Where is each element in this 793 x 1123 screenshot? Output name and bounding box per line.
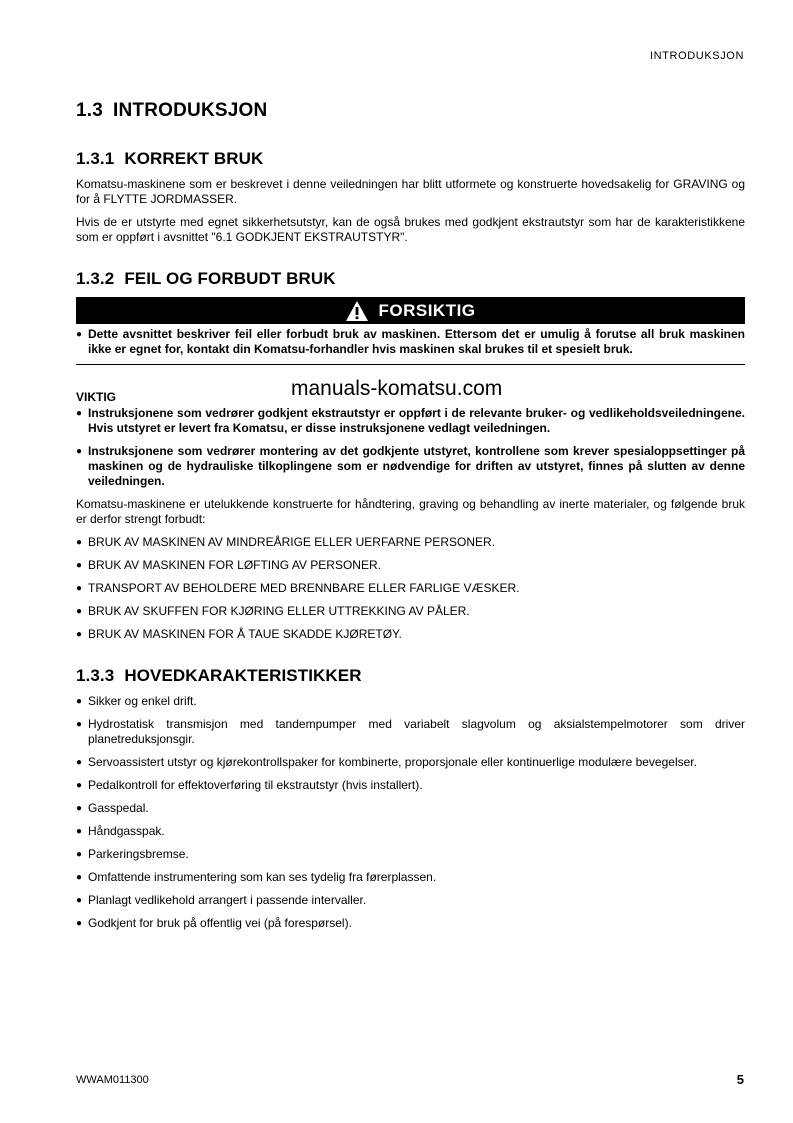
subsection-title: KORREKT BRUK (124, 149, 264, 168)
section-number: 1.3 (76, 100, 104, 121)
forbidden-list (76, 535, 745, 642)
feature-item: ● Parkeringsbremse. (76, 847, 189, 861)
caution-label: FORSIKTIG (378, 300, 476, 320)
bullet-icon: ● (76, 719, 83, 730)
subsection-heading-main-features (76, 666, 745, 686)
forbidden-item: ● BRUK AV SKUFFEN FOR KJØRING ELLER UTTREKKING AV PÅLER. (76, 604, 470, 618)
forbidden-item: ● TRANSPORT AV BEHOLDERE MED BRENNBARE ELLER FARLIGE VÆSKER. (76, 581, 520, 595)
subsection-heading-correct-use (76, 149, 745, 169)
important-header (76, 377, 745, 404)
important-list (76, 406, 745, 489)
warning-triangle-icon (345, 300, 369, 322)
feature-item: ● Planlagt vedlikehold arrangert i passende intervaller. (76, 893, 367, 907)
watermark: manuals-komatsu.com (291, 377, 503, 400)
subsection-number: 1.3.1 (76, 149, 115, 168)
feature-item: ● Sikker og enkel drift. (76, 694, 197, 708)
bullet-icon: ● (76, 446, 83, 457)
important-label: VIKTIG (76, 390, 117, 404)
bullet-icon: ● (76, 606, 83, 617)
subsection-number: 1.3.3 (76, 666, 115, 685)
caution-banner (76, 297, 745, 324)
bullet-icon: ● (76, 408, 83, 419)
subsection-title: FEIL OG FORBUDT BRUK (124, 269, 336, 288)
bullet-icon: ● (76, 918, 83, 929)
bullet-icon: ● (76, 757, 83, 768)
forbidden-item: ● BRUK AV MASKINEN FOR LØFTING AV PERSONER. (76, 558, 381, 572)
bullet-icon: ● (76, 895, 83, 906)
feature-item: ● Servoassistert utstyr og kjørekontrollspaker for kombinerte, proporsjonale eller kontinuerlige modulære bevegelser. (76, 755, 697, 769)
bullet-icon: ● (76, 696, 83, 707)
section-heading (76, 100, 745, 122)
running-header: INTRODUKSJON (650, 50, 744, 62)
section-title: INTRODUKSJON (113, 100, 268, 121)
page-content (76, 100, 745, 939)
feature-item: ● Hydrostatisk transmisjon med tandempumper med variabelt slagvolum og aksialstempelmotorer som driver planetreduksjonsgir. (76, 717, 745, 746)
forbidden-item: ● BRUK AV MASKINEN FOR Å TAUE SKADDE KJØRETØY. (76, 627, 402, 641)
bullet-icon: ● (76, 849, 83, 860)
bullet-icon: ● (76, 583, 83, 594)
subsection-heading-wrong-use (76, 269, 745, 289)
bullet-icon: ● (76, 537, 83, 548)
bullet-icon: ● (76, 872, 83, 883)
feature-item: ● Håndgasspak. (76, 824, 165, 838)
document-code: WWAM011300 (76, 1074, 149, 1086)
subsection-number: 1.3.2 (76, 269, 115, 288)
bullet-icon: ● (76, 629, 83, 640)
page-number: 5 (736, 1072, 744, 1087)
bullet-icon: ● (76, 329, 83, 340)
feature-item: ● Godkjent for bruk på offentlig vei (på forespørsel). (76, 916, 352, 930)
caution-body (76, 324, 745, 365)
paragraph: Hvis de er utstyrte med egnet sikkerhetsutstyr, kan de også brukes med godkjent ekstrautstyr som har de karakteristikkene som er oppført i avsnittet "6.1 GODKJENT EKSTRAUTSTYR". (76, 215, 745, 244)
bullet-icon: ● (76, 780, 83, 791)
bullet-icon: ● (76, 560, 83, 571)
paragraph: Komatsu-maskinene er utelukkende konstruerte for håndtering, graving og behandling av inerte materialer, og følgende bruk er derfor strengt forbudt: (76, 497, 745, 526)
paragraph: Komatsu-maskinene som er beskrevet i denne veiledningen har blitt utformete og konstruerte hovedsakelig for GRAVING og for å FLYTTE JORDMASSER. (76, 177, 745, 206)
important-item: ● Instruksjonene som vedrører montering av det godkjente utstyret, kontrollene som krever spesialoppsettinger på maskinen og de hydrauliske tilkoplingene som er nødvendige for driften av utstyret, finnes på slutten av denne veiledningen. (76, 444, 745, 488)
forbidden-item: ● BRUK AV MASKINEN AV MINDREÅRIGE ELLER UERFARNE PERSONER. (76, 535, 495, 549)
important-item: ● Instruksjonene som vedrører godkjent ekstrautstyr er oppført i de relevante bruker- og vedlikeholdsveiledningene. Hvis utstyret er levert fra Komatsu, er disse instruksjonene vedlagt veiledningen. (76, 406, 745, 435)
features-list (76, 694, 745, 931)
bullet-icon: ● (76, 826, 83, 837)
feature-item: ● Omfattende instrumentering som kan ses tydelig fra førerplassen. (76, 870, 437, 884)
feature-item: ● Gasspedal. (76, 801, 149, 815)
bullet-icon: ● (76, 803, 83, 814)
feature-item: ● Pedalkontroll for effektoverføring til ekstrautstyr (hvis installert). (76, 778, 423, 792)
subsection-title: HOVEDKARAKTERISTIKKER (124, 666, 362, 685)
caution-item: ● Dette avsnittet beskriver feil eller forbudt bruk av maskinen. Ettersom det er umulig å forutse all bruk maskinen ikke er egnet for, kontakt din Komatsu-forhandler hvis maskinen skal brukes til et spesielt bruk. (76, 327, 745, 356)
